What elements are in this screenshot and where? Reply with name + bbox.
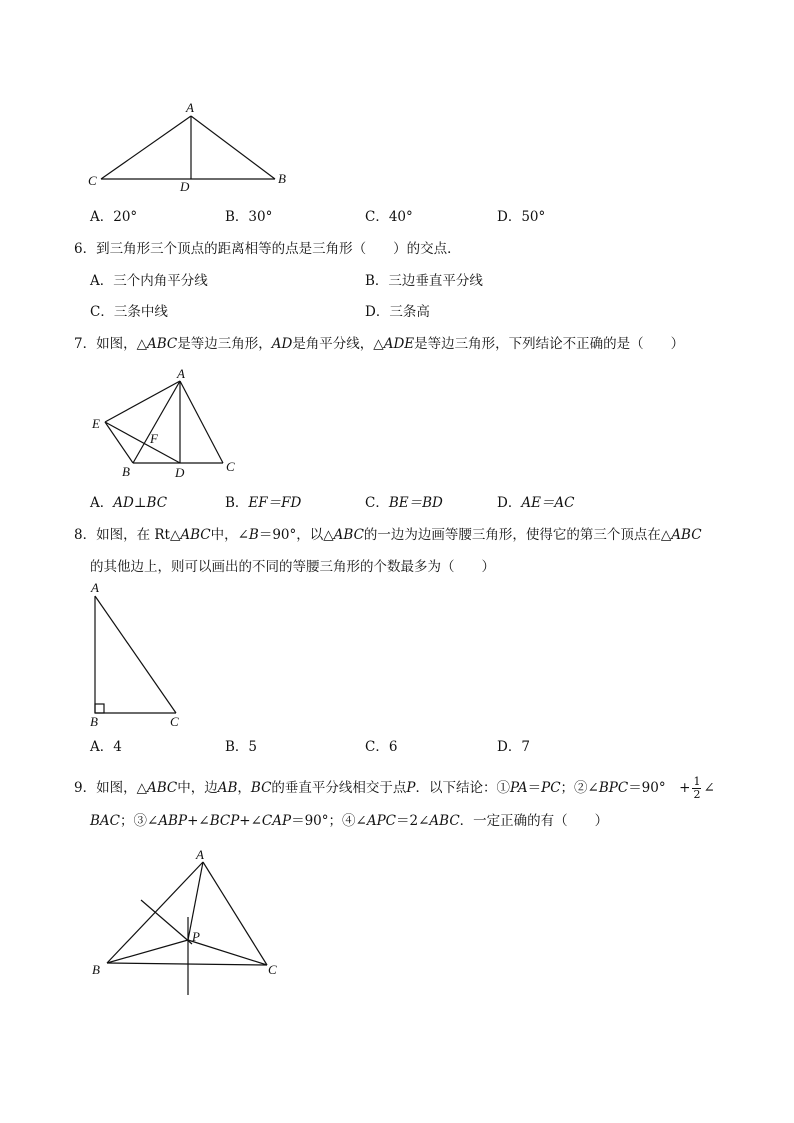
q9-stem-math: ABC bbox=[429, 813, 460, 829]
q7-option-letter: A． bbox=[90, 495, 114, 511]
q7-segment-ed bbox=[105, 422, 180, 463]
q8-stem-part: 中，∠ bbox=[210, 527, 249, 543]
q9-stem-math: AB bbox=[217, 780, 238, 796]
q9-stem-line1 bbox=[74, 776, 715, 801]
q9-stem-part: +∠ bbox=[187, 813, 210, 829]
q7-stem-part: 是角平分线，△ bbox=[292, 336, 384, 352]
q5-label-c: C bbox=[88, 173, 97, 188]
q7-stem bbox=[74, 335, 684, 353]
q9-stem-math: BPC bbox=[598, 780, 629, 796]
q7-label-b: B bbox=[122, 464, 130, 479]
q9-stem-math: CAP bbox=[261, 813, 292, 829]
q7-stem-math: ABC bbox=[146, 336, 178, 352]
q7-option-expr: BE＝BD bbox=[388, 495, 443, 511]
q7-label-a: A bbox=[177, 366, 185, 381]
q9-label-c: C bbox=[268, 962, 277, 977]
q9-stem-line2 bbox=[90, 812, 608, 830]
q8-stem-part: 8．如图，在 Rt△ bbox=[74, 527, 181, 543]
q7-stem-part: 7．如图，△ bbox=[74, 336, 147, 352]
q7-label-e: E bbox=[92, 416, 100, 431]
q6-option-b[interactable]: B．三边垂直平分线 bbox=[365, 273, 483, 289]
q8-option-b[interactable]: B．5 bbox=[225, 739, 258, 755]
q9-stem-math: APC bbox=[366, 813, 397, 829]
q7-label-c: C bbox=[226, 459, 235, 474]
q5-option-d[interactable]: D．50° bbox=[497, 209, 546, 225]
q9-segment-cp bbox=[188, 940, 267, 965]
q8-label-a: A bbox=[91, 580, 99, 595]
q8-option-d[interactable]: D．7 bbox=[497, 739, 530, 755]
q7-option-letter: D． bbox=[497, 495, 522, 511]
q8-right-angle-mark bbox=[95, 704, 104, 713]
q9-segment-ac bbox=[203, 862, 267, 965]
q6-stem: 6．到三角形三个顶点的距离相等的点是三角形（ ）的交点． bbox=[74, 241, 461, 257]
q6-option-c[interactable]: C．三条中线 bbox=[90, 304, 168, 320]
q9-stem-math: BAC bbox=[90, 813, 120, 829]
q9-segment-ap bbox=[188, 862, 203, 940]
q5-label-a: A bbox=[186, 100, 194, 115]
q5-segment-ca bbox=[101, 116, 191, 179]
q7-option-expr: EF＝FD bbox=[248, 495, 302, 511]
q7-option-c[interactable] bbox=[365, 494, 443, 512]
q5-segment-ab bbox=[191, 116, 275, 179]
q5-option-c[interactable]: C．40° bbox=[365, 209, 413, 225]
q9-perp-bisector-ab bbox=[141, 900, 192, 944]
q9-stem-part: ∠ bbox=[703, 780, 715, 796]
q7-option-d[interactable] bbox=[497, 494, 575, 512]
q9-stem-part: ＝90°；④∠ bbox=[291, 813, 367, 829]
q7-stem-math: ADE bbox=[383, 336, 415, 352]
q7-stem-math: AD bbox=[271, 336, 293, 352]
q9-label-a: A bbox=[196, 847, 204, 862]
q9-stem-part: ；③∠ bbox=[120, 813, 159, 829]
q8-stem-part: 的一边为边画等腰三角形，使得它的第三个顶点在△ bbox=[363, 527, 672, 543]
q9-stem-math: BCP bbox=[209, 813, 240, 829]
q9-label-p: P bbox=[192, 929, 200, 944]
q7-option-letter: C． bbox=[365, 495, 389, 511]
q8-stem-math: ABC bbox=[180, 527, 211, 543]
q7-stem-part: 是等边三角形，下列结论不正确的是（ ） bbox=[414, 336, 685, 352]
q9-stem-part: ．一定正确的有（ ） bbox=[459, 813, 609, 829]
q5-option-b[interactable]: B．30° bbox=[225, 209, 273, 225]
q9-fraction-numerator: 1 bbox=[693, 775, 701, 788]
q9-stem-math: P bbox=[406, 780, 416, 796]
q8-stem-line2: 的其他边上，则可以画出的不同的等腰三角形的个数最多为（ ） bbox=[90, 559, 495, 575]
q9-stem-part: ＝2∠ bbox=[396, 813, 430, 829]
q9-stem-part: ．以下结论：① bbox=[415, 780, 511, 796]
q8-option-a[interactable]: A．4 bbox=[90, 739, 122, 755]
q7-segment-ab bbox=[133, 381, 180, 463]
q9-stem-math: BC bbox=[250, 780, 272, 796]
q9-stem-part: 中，边 bbox=[177, 780, 218, 796]
q9-stem-part: 9．如图，△ bbox=[74, 780, 147, 796]
q9-stem-part: 的垂直平分线相交于点 bbox=[271, 780, 407, 796]
q7-segment-ac bbox=[180, 381, 223, 463]
q8-stem-math: ABC bbox=[333, 527, 364, 543]
q9-stem-math: PA bbox=[510, 780, 528, 796]
q8-stem-math: ABC bbox=[671, 527, 702, 543]
q7-label-d: D bbox=[175, 465, 185, 480]
q5-label-d: D bbox=[180, 179, 190, 194]
q8-stem-math: B bbox=[248, 527, 259, 543]
q9-segment-ab bbox=[107, 862, 203, 963]
q7-option-b[interactable] bbox=[225, 494, 301, 512]
q7-stem-part: 是等边三角形， bbox=[177, 336, 272, 352]
q9-stem-part: ＝90° + bbox=[628, 780, 691, 796]
q9-stem-part: +∠ bbox=[239, 813, 262, 829]
q9-stem-part: ， bbox=[237, 780, 251, 796]
q8-segment-ac bbox=[95, 596, 176, 713]
q8-stem-line1 bbox=[74, 526, 702, 544]
q7-label-f: F bbox=[150, 431, 158, 446]
q6-option-a[interactable]: A．三个内角平分线 bbox=[90, 273, 208, 289]
q9-fraction-denominator: 2 bbox=[693, 788, 701, 801]
q8-stem-part: ＝90°，以△ bbox=[258, 527, 334, 543]
q7-option-expr: AD⊥BC bbox=[113, 495, 168, 511]
q8-label-b: B bbox=[90, 714, 98, 729]
q7-option-letter: B． bbox=[225, 495, 249, 511]
q9-stem-part: ＝ bbox=[527, 780, 542, 796]
q7-segment-ea bbox=[105, 381, 180, 422]
q7-option-expr: AE＝AC bbox=[521, 495, 575, 511]
q6-option-d[interactable]: D．三条高 bbox=[365, 304, 430, 320]
q7-segment-eb bbox=[105, 422, 133, 463]
q9-stem-math: ABC bbox=[146, 780, 178, 796]
q9-segment-bp bbox=[107, 940, 188, 963]
q9-label-b: B bbox=[92, 962, 100, 977]
q9-fraction bbox=[692, 776, 701, 801]
q9-segment-bc bbox=[107, 963, 267, 965]
q9-stem-math: PC bbox=[541, 780, 561, 796]
q9-stem-part: ；②∠ bbox=[560, 780, 599, 796]
q5-option-a[interactable]: A．20° bbox=[90, 209, 138, 225]
q9-stem-math: ABP bbox=[158, 813, 188, 829]
q7-option-a[interactable] bbox=[90, 494, 167, 512]
q8-label-c: C bbox=[170, 714, 179, 729]
q5-label-b: B bbox=[278, 171, 286, 186]
q8-option-c[interactable]: C．6 bbox=[365, 739, 398, 755]
